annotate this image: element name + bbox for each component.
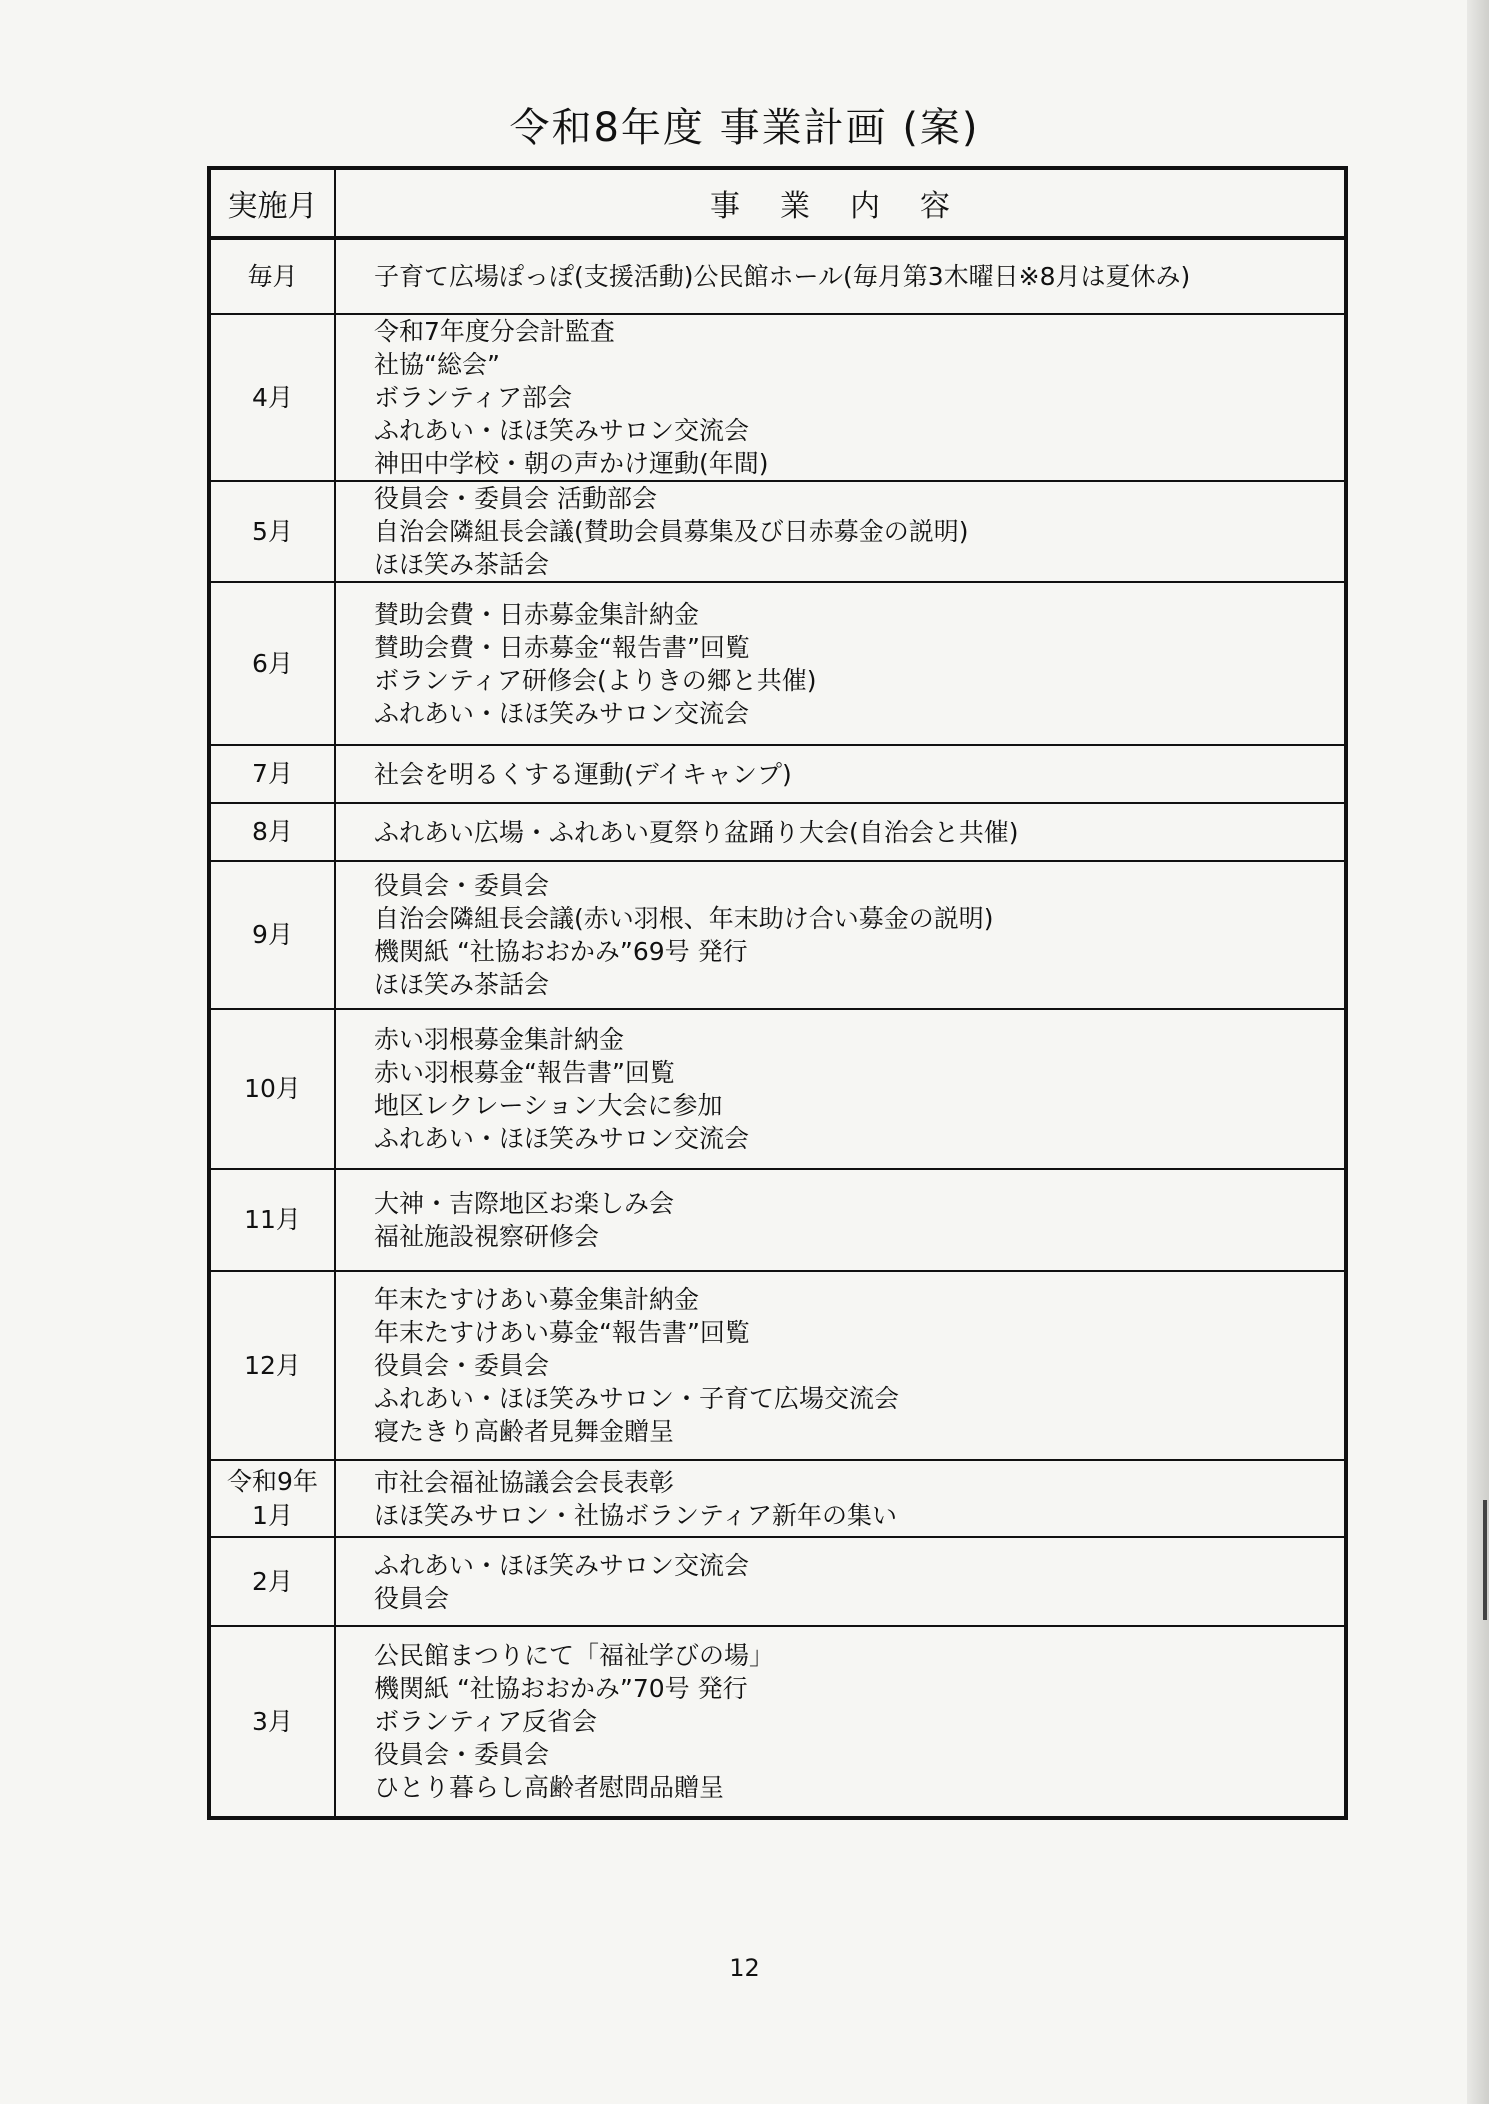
activity-item: 役員会 [374, 1583, 450, 1613]
activities-cell [335, 582, 1346, 745]
table-row [209, 582, 1346, 745]
month-cell: 5月 [209, 481, 335, 582]
activity-item: 役員会・委員会 [374, 871, 550, 900]
activity-item: 社会を明るくする運動(デイキャンプ) [374, 759, 792, 789]
activity-item: 神田中学校・朝の声かけ運動(年間) [374, 449, 769, 478]
activity-item: ボランティア部会 [374, 383, 573, 412]
activity-item: 年末たすけあい募金“報告書”回覧 [374, 1318, 750, 1347]
table-body [209, 238, 1346, 1818]
activity-item: 公民館まつりにて「福祉学びの場」 [374, 1641, 775, 1670]
activity-list [374, 1023, 1344, 1155]
activity-item: 年末たすけあい募金集計納金 [374, 1285, 700, 1314]
table-row [209, 861, 1346, 1009]
month-cell: 6月 [209, 582, 335, 745]
table-row [209, 745, 1346, 803]
activity-item: ふれあい・ほほ笑みサロン交流会 [374, 1550, 750, 1580]
table-row [209, 1271, 1346, 1460]
activity-item: 役員会・委員会 [374, 1740, 550, 1769]
activity-list [374, 260, 1344, 293]
activity-list [374, 1283, 1344, 1448]
activities-cell [335, 1626, 1346, 1818]
activity-item: 大神・吉際地区お楽しみ会 [374, 1189, 675, 1218]
activity-item: ほほ笑み茶話会 [374, 970, 550, 999]
activity-item: 機関紙 “社協おおかみ”69号 発行 [374, 937, 748, 966]
header-month: 実施月 [209, 168, 335, 238]
activities-cell [335, 1271, 1346, 1460]
table-row [209, 1626, 1346, 1818]
activity-list [374, 1549, 1344, 1615]
activity-item: ひとり暮らし高齢者慰問品贈呈 [374, 1773, 725, 1802]
activities-cell [335, 314, 1346, 481]
activity-item: ふれあい・ほほ笑みサロン交流会 [374, 1124, 750, 1153]
table-row [209, 803, 1346, 861]
activities-cell [335, 238, 1346, 314]
table-row [209, 238, 1346, 314]
activity-item: 賛助会費・日赤募金“報告書”回覧 [374, 632, 750, 662]
table-row [209, 481, 1346, 582]
activity-item: ふれあい・ほほ笑みサロン交流会 [374, 416, 750, 445]
month-cell: 令和9年 1月 [209, 1460, 335, 1537]
activities-cell [335, 1169, 1346, 1271]
activity-item: ボランティア研修会(よりきの郷と共催) [374, 665, 817, 695]
activity-list [374, 1466, 1344, 1532]
month-cell: 2月 [209, 1537, 335, 1626]
table-row [209, 1460, 1346, 1537]
month-cell: 3月 [209, 1626, 335, 1818]
month-cell: 10月 [209, 1009, 335, 1169]
activity-item: 市社会福祉協議会会長表彰 [374, 1467, 675, 1497]
activity-list [374, 816, 1344, 849]
activity-item: 役員会・委員会 活動部会 [374, 484, 657, 513]
month-cell: 12月 [209, 1271, 335, 1460]
activity-item: 役員会・委員会 [374, 1351, 550, 1380]
activity-item: 自治会隣組長会議(賛助会員募集及び日赤募金の説明) [374, 517, 969, 546]
activity-item: 社協“総会” [374, 350, 500, 379]
header-content: 事業内容 [335, 168, 1346, 238]
activity-item: ボランティア反省会 [374, 1707, 598, 1736]
month-cell: 毎月 [209, 238, 335, 314]
activity-list [374, 1187, 1344, 1253]
activity-item: 寝たきり高齢者見舞金贈呈 [374, 1417, 675, 1446]
month-cell: 8月 [209, 803, 335, 861]
page-number: 12 [729, 1954, 760, 1982]
binding-mark [1483, 1500, 1487, 1620]
activity-item: 赤い羽根募金集計納金 [374, 1025, 625, 1054]
activity-list [374, 598, 1344, 730]
activity-item: 地区レクレーション大会に参加 [374, 1091, 723, 1120]
activity-list [374, 315, 1344, 480]
activities-cell [335, 481, 1346, 582]
activity-item: ふれあい広場・ふれあい夏祭り盆踊り大会(自治会と共催) [374, 817, 1019, 847]
table-row [209, 1009, 1346, 1169]
table-row [209, 1537, 1346, 1626]
activity-item: 賛助会費・日赤募金集計納金 [374, 599, 700, 629]
activity-list [374, 869, 1344, 1001]
month-cell: 11月 [209, 1169, 335, 1271]
activity-item: ほほ笑みサロン・社協ボランティア新年の集い [374, 1500, 898, 1530]
activity-item: 赤い羽根募金“報告書”回覧 [374, 1058, 675, 1087]
business-plan-table [207, 166, 1348, 1820]
activities-cell [335, 1009, 1346, 1169]
table-row [209, 314, 1346, 481]
table-row [209, 1169, 1346, 1271]
document-title: 令和8年度 事業計画 (案) [509, 105, 980, 151]
activity-item: 子育て広場ぽっぽ(支援活動)公民館ホール(毎月第3木曜日※8月は夏休み) [374, 262, 1191, 291]
activity-list [374, 1639, 1344, 1804]
month-cell: 9月 [209, 861, 335, 1009]
page-binding-edge [1467, 0, 1489, 2104]
activities-cell [335, 803, 1346, 861]
activities-cell [335, 745, 1346, 803]
activity-list [374, 482, 1344, 581]
table-header-row [209, 168, 1346, 238]
activity-item: ふれあい・ほほ笑みサロン交流会 [374, 698, 750, 728]
activity-item: 令和7年度分会計監査 [374, 317, 615, 346]
month-cell: 7月 [209, 745, 335, 803]
activity-item: 機関紙 “社協おおかみ”70号 発行 [374, 1674, 748, 1703]
activity-item: 福祉施設視察研修会 [374, 1222, 600, 1251]
activity-item: ふれあい・ほほ笑みサロン・子育て広場交流会 [374, 1384, 900, 1413]
activity-item: 自治会隣組長会議(赤い羽根、年末助け合い募金の説明) [374, 904, 994, 933]
activities-cell [335, 861, 1346, 1009]
month-cell: 4月 [209, 314, 335, 481]
activities-cell [335, 1537, 1346, 1626]
activity-list [374, 758, 1344, 791]
activity-item: ほほ笑み茶話会 [374, 550, 550, 579]
activities-cell [335, 1460, 1346, 1537]
